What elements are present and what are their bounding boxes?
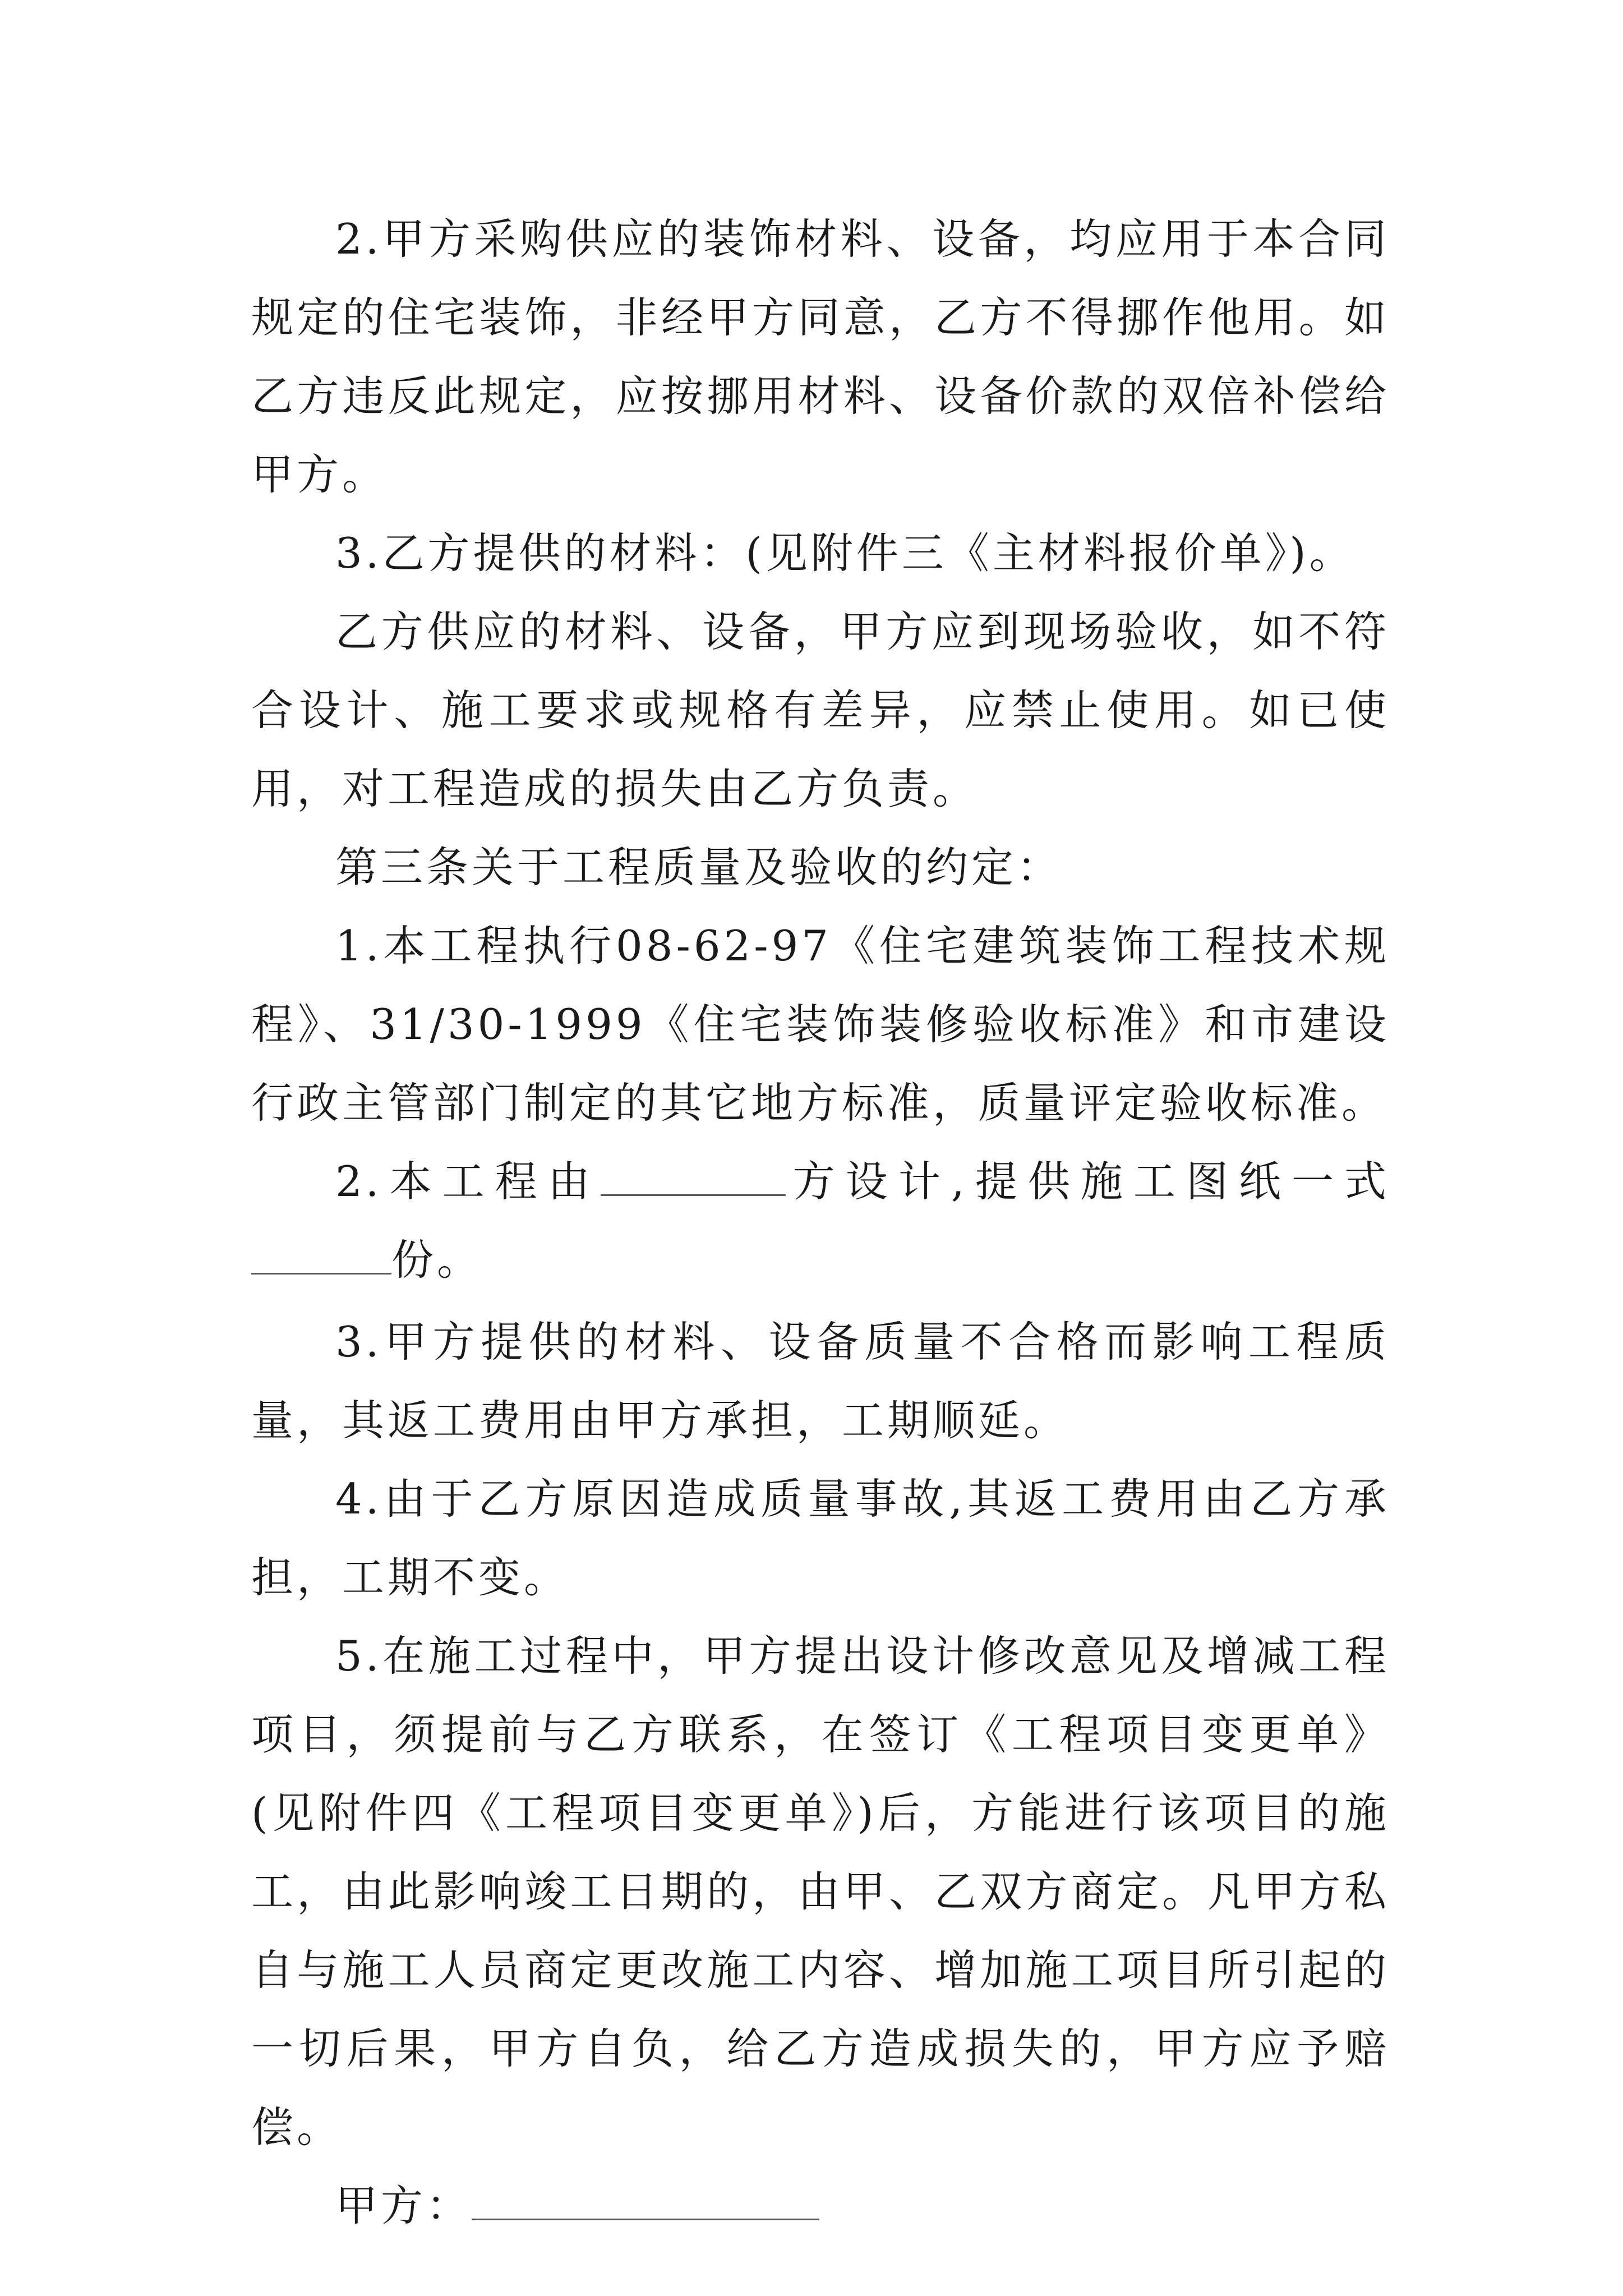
paragraph-text: 份。: [391, 1235, 483, 1285]
paragraph-text: 乙方供应的材料、设备，甲方应到现场验收，如不符合设计、施工要求或规格有差异，应禁止使用。如已使用，对工程造成的损失由乙方负责。: [251, 607, 1390, 813]
party-a-signature-line: [251, 2166, 1390, 2245]
paragraph-text: 3.甲方提供的材料、设备质量不合格而影响工程质量，其返工费用由甲方承担，工期顺延。: [251, 1317, 1390, 1445]
paragraph-text: 1.本工程执行08-62-97《住宅建筑装饰工程技术规程》、31/30-1999《住宅装饰装修验收标准》和市建设行政主管部门制定的其它地方标准，质量评定验收标准。: [251, 921, 1390, 1128]
drawing-copies-blank[interactable]: [251, 1239, 391, 1274]
paragraph-text: 2.本工程由: [335, 1157, 601, 1206]
paragraph-text: 2.甲方采购供应的装饰材料、设备，均应用于本合同规定的住宅装饰，非经甲方同意，乙方不得挪作他用。如乙方违反此规定，应按挪用材料、设备价款的双倍补偿给甲方。: [251, 214, 1390, 499]
paragraph-text: 第三条关于工程质量及验收的约定：: [335, 843, 1063, 892]
design-party-blank[interactable]: [601, 1161, 786, 1196]
paragraph-text: 3.乙方提供的材料：(见附件三《主材料报价单》)。: [335, 528, 1355, 578]
paragraph-text: 4.由于乙方原因造成质量事故,其返工费用由乙方承担，工期不变。: [251, 1474, 1390, 1602]
document-body: [251, 200, 1390, 2245]
quality-clause-2: [251, 1142, 1390, 1299]
quality-clause-4: [251, 1460, 1390, 1617]
article-3-heading: [251, 828, 1390, 907]
quality-clause-3: [251, 1303, 1390, 1460]
paragraph-text: 5.在施工过程中，甲方提出设计修改意见及增减工程项目，须提前与乙方联系，在签订《工程项目变更单》(见附件四《工程项目变更单》)后，方能进行该项目的施工，由此影响竣工日期的，由甲、乙双方商定。凡甲方私自与施工人员商定更改施工内容、增加施工项目所引起的一切后果，甲方自负，给乙方造成损失的，甲方应予赔偿。: [251, 1631, 1390, 2152]
materials-inspection-paragraph: [251, 592, 1390, 828]
quality-clause-1: [251, 907, 1390, 1142]
paragraph-text: 方设计,提供施工图纸一式: [785, 1157, 1390, 1206]
clause-3-contractor-materials: [251, 514, 1390, 592]
party-a-signature-blank[interactable]: [472, 2185, 819, 2220]
clause-2-materials-usage: [251, 200, 1390, 514]
party-a-label: 甲方：: [335, 2181, 472, 2230]
quality-clause-5: [251, 1617, 1390, 2166]
